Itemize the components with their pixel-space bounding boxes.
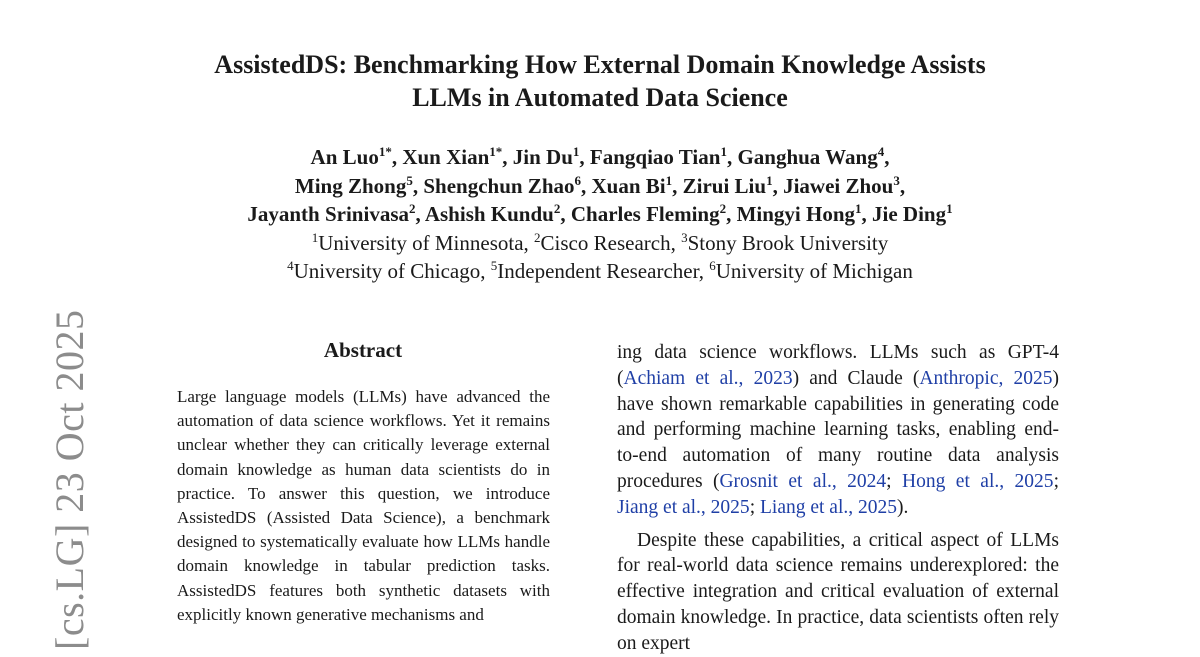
title-line-1: AssistedDS: Benchmarking How External Domain Knowledge Assists	[214, 50, 986, 79]
author-line-1: An Luo$^{1*}$, Xun Xian$^{1*}$, Jin Du$^1$, Fangqiao Tian$^1$, Ganghua Wang$^4$,	[310, 144, 890, 169]
affil-name: University of Chicago	[293, 259, 481, 283]
affil-number: 3	[681, 229, 688, 245]
affil-name: University of Minnesota	[318, 230, 524, 255]
citation-separator: ;	[749, 496, 760, 518]
author-name: Xuan Bi	[591, 173, 666, 198]
author-affil: 1	[766, 172, 773, 188]
paper-title	[0, 48, 1200, 114]
author-affil: 5	[406, 172, 413, 188]
author-affil: 2	[719, 201, 727, 216]
citation-separator: ;	[886, 470, 903, 492]
affiliation-line-1: $^1$University of Minnesota, $^2$Cisco Research, $^3$Stony Brook University	[311, 229, 889, 255]
citation-link[interactable]: Grosnit et al., 2024	[719, 470, 887, 492]
author-affil: 4	[877, 144, 885, 159]
affil-number: 1	[311, 229, 319, 245]
abstract-heading: Abstract	[323, 338, 403, 362]
author-affil: 1	[855, 201, 862, 216]
affil-name: Cisco Research	[540, 230, 671, 255]
title-line-2: LLMs in Automated Data Science	[412, 83, 788, 112]
author-name: Ashish Kundu	[424, 202, 554, 226]
author-name: Jin Du	[512, 145, 573, 169]
intro-paragraph-2: Despite these capabilities, a critical aspect of LLMs for real-world data science remains underexplored: the effective integration and critical evaluation of external domain knowledge. In practice, data scientists often rely on expert	[617, 529, 1059, 654]
author-name: Jayanth Srinivasa	[247, 202, 409, 226]
author-name: An Luo	[310, 145, 379, 169]
author-name: Charles Fleming	[570, 202, 720, 226]
author-affil: 1	[720, 144, 727, 159]
intro-paragraph-1	[617, 340, 1059, 521]
citation-link[interactable]: Achiam et al., 2023	[623, 367, 793, 389]
author-name: Shengchun Zhao	[423, 173, 575, 198]
author-affil: 6	[574, 172, 581, 188]
intro-text: ) and Claude (	[792, 367, 920, 389]
affil-number: 6	[709, 258, 716, 273]
author-name: Xun Xian	[402, 145, 490, 169]
author-name: Ming Zhong	[294, 173, 407, 198]
author-affil: 3	[893, 172, 900, 188]
author-affil: 2	[553, 201, 561, 216]
affil-name: University of Michigan	[715, 259, 913, 283]
author-name: Mingyi Hong	[736, 202, 856, 226]
author-name: Jiawei Zhou	[783, 173, 894, 198]
citation-link[interactable]: Jiang et al., 2025	[617, 496, 750, 518]
abstract-text: Large language models (LLMs) have advanced the automation of data science workflows. Yet it remains unclear whether they can critically leverage external domain knowledge as human data scientists do in practice. To answer this question, we introduce AssistedDS (Assisted Data Science), a benchmark designed to systematically evaluate how LLMs handle domain knowledge in tabular prediction tasks. AssistedDS features both synthetic datasets with explicitly known generative mechanisms and	[177, 387, 550, 624]
author-name: Jie Ding	[872, 202, 947, 226]
author-affil: 2	[409, 201, 416, 216]
citation-link[interactable]: Hong et al., 2025	[902, 470, 1054, 492]
affiliation-line-2: $^4$University of Chicago, $^5$Independent Researcher, $^6$University of Michigan	[287, 258, 913, 283]
author-affil: 1	[946, 201, 953, 216]
author-name: Zirui Liu	[682, 173, 767, 198]
affil-name: Stony Brook University	[687, 230, 889, 255]
author-name: Fangqiao Tian	[589, 145, 721, 169]
intro-text: ) have shown remarkable capabilities in generating code and performing machine learning tasks, enabling end-to-end automation of many routine data analysis procedures (	[617, 367, 1059, 492]
author-name: Ganghua Wang	[737, 145, 878, 169]
author-affil: 1*	[489, 144, 503, 159]
intro-text: ).	[897, 496, 909, 518]
arxiv-stamp: [cs.LG] 23 Oct 2025	[47, 309, 92, 650]
author-affil: 1*	[378, 144, 392, 159]
author-affil: 1	[572, 144, 580, 159]
intro-text: ing data science workflows. LLMs such as GPT-4 (	[617, 342, 1059, 389]
affil-name: Independent Researcher	[497, 259, 699, 283]
author-line-2: Ming Zhong$^5$, Shengchun Zhao$^6$, Xuan Bi$^1$, Zirui Liu$^1$, Jiawei Zhou$^3$,	[294, 172, 906, 198]
citation-separator: ;	[1053, 470, 1059, 492]
author-line-3: Jayanth Srinivasa$^2$, Ashish Kundu$^2$, Charles Fleming$^2$, Mingyi Hong$^1$, Jie Ding$^1$	[247, 201, 953, 226]
author-affil: 1	[665, 172, 673, 188]
affil-number: 4	[287, 258, 294, 273]
citation-link[interactable]: Anthropic, 2025	[919, 367, 1053, 389]
author-block	[0, 143, 1200, 286]
intro-column	[617, 340, 1059, 657]
affil-number: 2	[534, 229, 541, 245]
affil-number: 5	[490, 258, 498, 273]
citation-link[interactable]: Liang et al., 2025	[759, 496, 897, 518]
